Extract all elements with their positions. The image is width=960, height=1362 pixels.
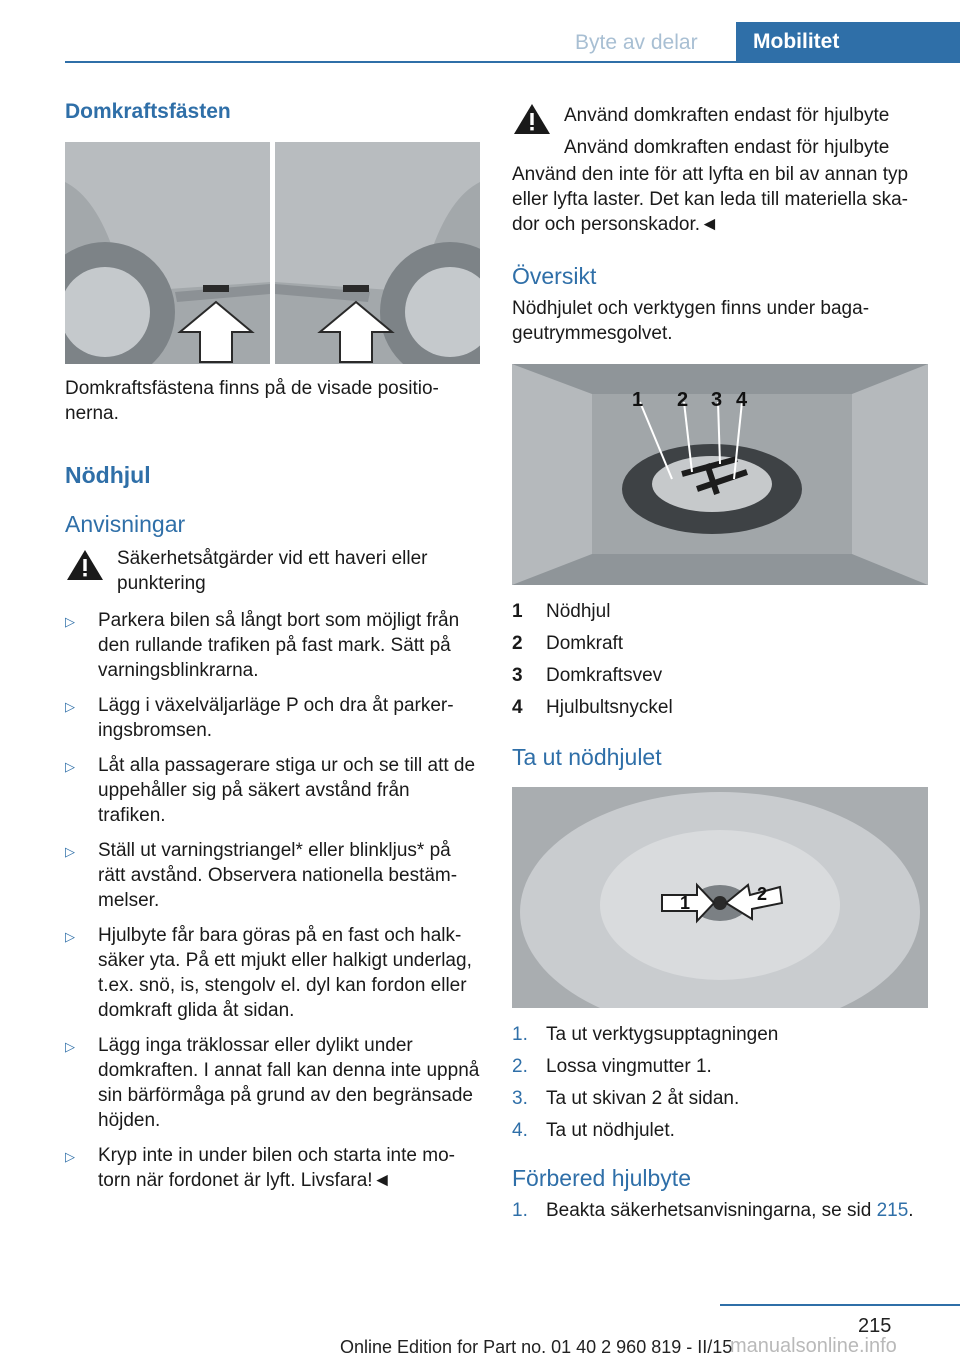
safety-warning-text: Säkerhetsåtgärder vid ett haveri eller punktering [117,548,428,594]
header-divider [65,61,960,63]
list-item [65,923,480,1023]
triangle-bullet-icon: ▷ [65,699,75,714]
spare-wheel-removal-figure [512,787,928,1008]
triangle-bullet-icon: ▷ [65,844,75,859]
edition-info: Online Edition for Part no. 01 40 2 960 819 - II/15 [340,1337,733,1357]
right-column [512,100,928,1230]
jack-warning-title: Använd domkraften endast för hjulbyte [564,105,890,126]
figure-label: 4 [736,389,748,411]
jack-points-title: Domkraftsfästen [65,100,231,123]
list-item-text: Ta ut skivan 2 åt sidan. [546,1088,740,1109]
list-item [512,599,928,624]
list-item [65,608,480,683]
list-item-number: 3 [512,665,523,686]
list-item-number: 1. [512,1024,528,1045]
list-item-number: 2 [512,633,523,654]
jack-warning-body: Använd den inte för att lyfta en bil av annan typ eller lyfta laster. Det kan leda till materiella skador och personskador.◄ [512,164,909,235]
list-item-text: Parkera bilen så långt bort som möjligt från den rullande trafiken på fast mark. Sätt på varningsblinkrarna. [98,610,460,681]
list-item-text: Ställ ut varningstriangel* eller blinkljus* på rätt avstånd. Observera nationella bestämmelser. [98,840,458,911]
instructions-title: Anvisningar [65,511,186,537]
spare-wheel-title: Nödhjul [65,462,151,488]
list-item-number: 1 [512,601,523,622]
list-item-text: Hjulbultsnyckel [546,697,673,718]
overview-text: Nödhjulet och verktygen finns under bagageutrymmesgolvet. [512,298,870,344]
list-item-text: Låt alla passagerare stiga ur och se till att de uppehåller sig på säkert avstånd från trafiken. [98,755,476,826]
list-item-text: Lossa vingmutter 1. [546,1056,712,1077]
page-number: 215 [858,1315,892,1337]
list-item-text: Beakta säkerhetsanvisningarna, se sid 215. [546,1200,914,1221]
list-item-text: Ta ut verktygsupptagningen [546,1024,779,1045]
list-item-text: Domkraftsvev [546,665,663,686]
list-item [512,1054,928,1079]
list-item [512,695,928,720]
figure-label: 1 [680,893,691,913]
triangle-bullet-icon: ▷ [65,759,75,774]
figure-label: 2 [677,389,689,411]
list-item [65,693,480,743]
jack-warning [512,100,928,164]
list-item [512,1118,928,1143]
list-item [65,1143,480,1193]
prepare-wheel-change-title: Förbered hjulbyte [512,1165,691,1191]
list-item-number: 1. [512,1200,528,1221]
list-item [512,1198,928,1223]
tab-byte-av-delar[interactable]: Byte av delar [575,31,698,54]
list-item [65,1033,480,1133]
list-item [512,1086,928,1111]
jack-points-figure [65,142,480,364]
warning-icon [512,102,552,136]
safety-warning [65,546,480,596]
safety-bullet-list [65,608,480,1193]
tab-mobilitet[interactable]: Mobilitet [736,22,960,62]
warning-icon [65,548,105,582]
list-item [65,753,480,828]
triangle-bullet-icon: ▷ [65,1039,75,1054]
triangle-bullet-icon: ▷ [65,614,75,629]
list-item [512,663,928,688]
left-column [65,100,480,1203]
list-item-text: Domkraft [546,633,624,654]
list-item-number: 3. [512,1088,528,1109]
list-item-text: Lägg i växelväljarläge P och dra åt parkeringsbromsen. [98,695,454,741]
list-item-number: 4 [512,697,523,718]
overview-title: Översikt [512,263,597,289]
list-item-number: 4. [512,1120,528,1141]
figure-label: 1 [632,389,644,411]
list-item-text: Nödhjul [546,601,611,622]
list-item-text: Kryp inte in under bilen och starta inte motorn när fordonet är lyft. Livsfara!◄ [98,1145,455,1191]
jack-warning-title-repeat: Använd domkraften endast för hjulbyte [564,137,890,158]
list-item [65,838,480,913]
list-item-text: Lägg inga träklossar eller dylikt under domkraften. I annat fall kan denna inte uppnå sin bärförmåga på grund av den begränsade höjden. [98,1035,480,1131]
triangle-bullet-icon: ▷ [65,1149,75,1164]
list-item-text: Ta ut nödhjulet. [546,1120,675,1141]
page-link-215[interactable]: 215 [876,1200,909,1221]
removal-steps-list [512,1022,928,1143]
figure-label: 2 [757,884,768,904]
footer-divider [720,1304,960,1306]
list-item-number: 2. [512,1056,528,1077]
figure-label: 3 [711,389,723,411]
watermark: manualsonline.info [730,1335,897,1357]
list-item-text: Hjulbyte får bara göras på en fast och halksäker yta. På ett mjukt eller halkigt underlag, t.ex. snö, is, stengolv el. dyl kan fordon eller domkraft glida åt sidan. [98,925,472,1021]
remove-spare-title: Ta ut nödhjulet [512,744,662,770]
list-item [512,1022,928,1047]
list-item [512,631,928,656]
spare-wheel-overview-figure [512,364,928,585]
triangle-bullet-icon: ▷ [65,929,75,944]
jack-points-caption: Domkraftsfästena finns på de visade positionerna. [65,378,439,424]
parts-list [512,599,928,720]
